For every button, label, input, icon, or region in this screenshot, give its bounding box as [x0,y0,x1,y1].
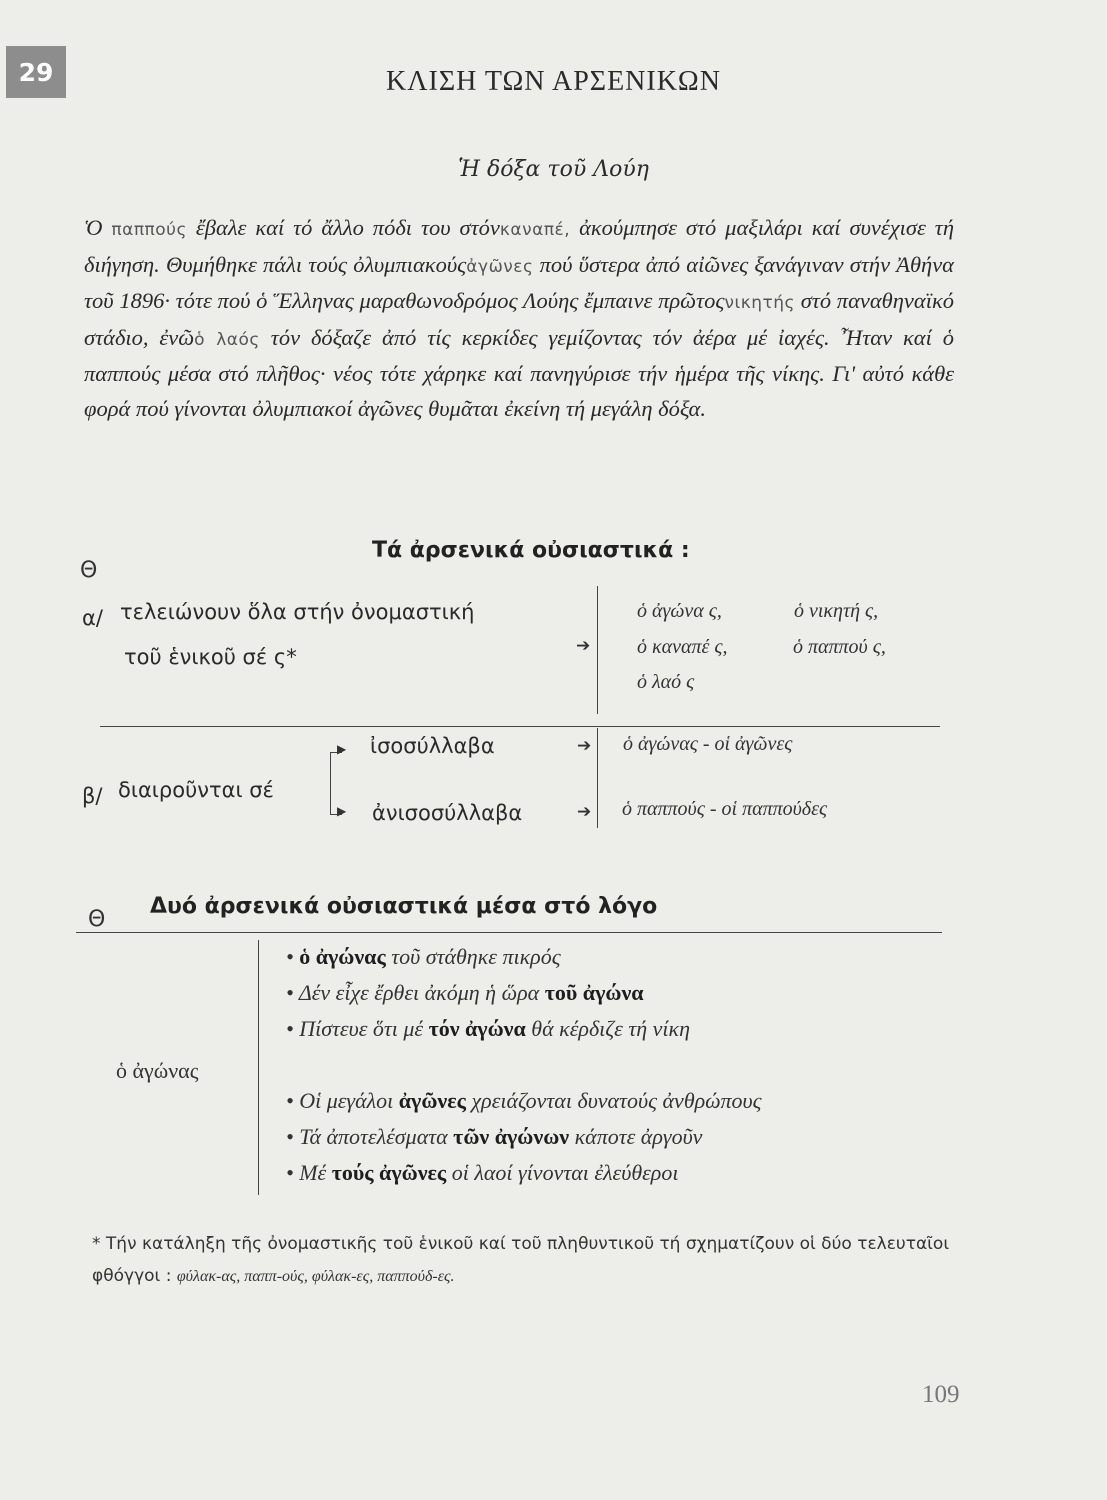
arrow-right-icon: ▶ [337,804,347,818]
rule-a-text-line1: τελειώνουν ὅλα στήν ὀνομαστική [120,600,475,624]
page-title: ΚΛΙΣΗ ΤΩΝ ΑΡΣΕΝΙΚΩΝ [386,66,721,97]
rule-b-label: β/ [82,784,103,808]
anisosyllaba-label: ἀνισοσύλλαβα [372,801,523,825]
example-pappous: ὁ παππού ς, [793,636,886,658]
example-nikitis: ὁ νικητή ς, [794,600,879,622]
arrow-right-icon: ➔ [577,802,592,822]
example-laos: ὁ λαό ς [637,671,695,693]
example-agonas: ὁ ἀγώνα ς, [637,600,722,622]
page-number: 109 [922,1381,960,1408]
bracket-line [330,752,331,814]
usage-heading: Δυό ἀρσενικά οὐσιαστικά μέσα στό λόγο [150,894,658,919]
usage-separator [76,932,942,933]
arrow-right-icon: ➔ [577,736,592,756]
arrow-right-icon: ➔ [576,636,591,656]
usage-example: • Πίστευε ὅτι μέ τόν ἀγώνα θά κέρδιζε τή νίκη [286,1016,690,1041]
usage-example: • Οἱ μεγάλοι ἀγῶνες χρειάζονται δυνατούς ἀνθρώπους [286,1088,762,1113]
lesson-number-badge: 29 [6,46,66,98]
story-title: Ἡ δόξα τοῦ Λούη [458,157,649,182]
isosyllaba-label: ἰσοσύλλαβα [370,734,495,758]
footnote: * Τήν κατάληξη τῆς ὀνομαστικῆς τοῦ ἑνικοῦ καί τοῦ πληθυντικοῦ τή σχηματίζουν οἱ δύο τελευταῖοι φθόγγοι : φύλακ-ας, παππ-ούς, φύλακ-ες, παππούδ-ες. [92,1234,950,1286]
theta-bullet-icon: Θ [88,907,106,932]
handwritten-word: καναπέ, [499,220,571,240]
usage-example: • Τά ἀποτελέσματα τῶν ἀγώνων κάποτε ἀργοῦν [286,1124,703,1149]
rule-b-divider [597,728,598,828]
handwritten-word: ἀγῶνες [466,256,534,277]
example-anisosyllabo: ὁ παππούς - οἱ παππούδες [622,798,828,820]
rule-b-text: διαιροῦνται σέ [118,778,274,802]
usage-example: • ὁ ἀγώνας τοῦ στάθηκε πικρός [286,944,561,969]
rule-a-label: α/ [82,606,103,630]
handwritten-word: παππούς [111,220,188,240]
usage-divider [258,940,259,1195]
rules-heading: Τά ἀρσενικά οὐσιαστικά : [372,538,690,563]
handwritten-word: νικητής [724,293,796,313]
usage-example: • Δέν εἶχε ἔρθει ἀκόμη ἡ ὥρα τοῦ ἀγώνα [286,980,644,1005]
arrow-right-icon: ▶ [337,742,347,756]
rule-separator [100,726,940,727]
rule-a-divider [597,586,598,714]
rule-a-text-line2: τοῦ ἑνικοῦ σέ ς* [124,645,297,669]
story-paragraph: Ὁ παππούς ἔβαλε καί τό ἄλλο πόδι του στόνκαναπέ, ἀκούμπησε στό μαξιλάρι καί συνέχισε τή διήγηση. Θυμήθηκε πάλι τούς ὀλυμπιακούςἀγῶνες πού ὕστερα ἀπό αἰῶνες ξανάγιναν στήν Ἀθήνα τοῦ 1896· τότε πού ὁ Ἕλληνας μαραθωνοδρόμος Λούης ἔμπαινε πρῶτοςνικητής στό παναθηναϊκό στάδιο, ἐνῶὁ λαός τόν δόξαζε ἀπό τίς κερκίδες γεμίζοντας τόν ἀέρα μέ ἰαχές. Ἦταν καί ὁ παππούς μέσα στό πλῆθος· νέος τότε χάρηκε καί πανηγύρισε τήν ἡμέρα τῆς νίκης. Γι' αὐτό κάθε φορά πού γίνονται ὀλυμπιακοί ἀγῶνες θυμᾶται ἐκείνη τή μεγάλη δόξα. [84,215,954,421]
handwritten-word: ὁ λαός [194,329,260,350]
usage-word: ὁ ἀγώνας [116,1058,199,1083]
usage-example: • Μέ τούς ἀγῶνες οἱ λαοί γίνονται ἐλεύθεροι [286,1160,679,1185]
example-isosyllabo: ὁ ἀγώνας - οἱ ἀγῶνες [623,733,793,755]
theta-bullet-icon: Θ [80,558,98,583]
example-kanapes: ὁ καναπέ ς, [637,636,728,658]
